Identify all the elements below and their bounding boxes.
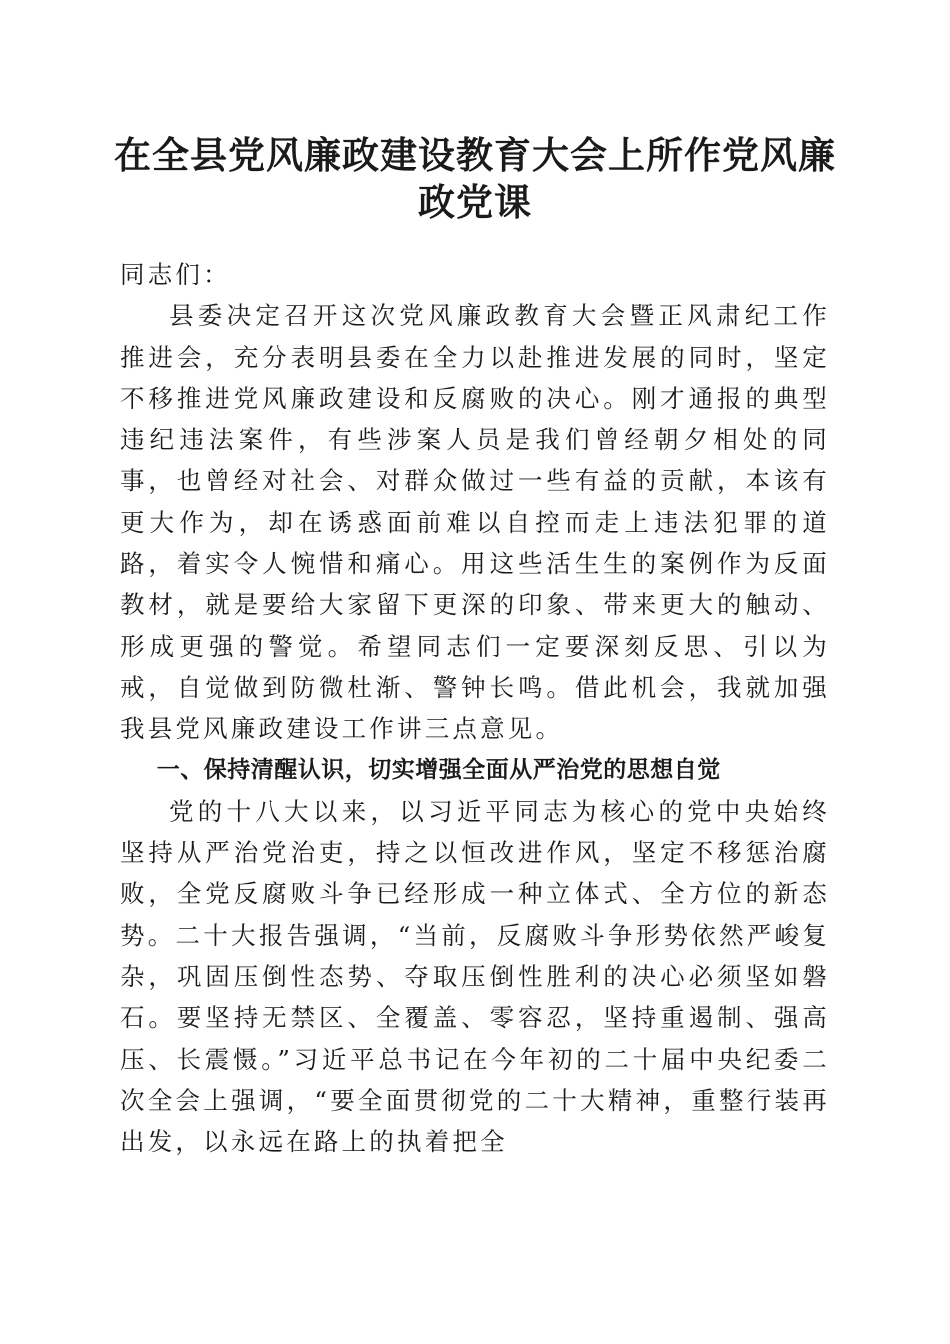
section-paragraph: 党的十八大以来，以习近平同志为核心的党中央始终坚持从严治党治吏，持之以恒改进作风，坚定不移惩治腐败，全党反腐败斗争已经形成一种立体式、全方位的新态势。二十大报告强调，“当前，反腐败斗争形势依然严峻复杂，巩固压倒性态势、夺取压倒性胜利的决心必须坚如磐石。要坚持无禁区、全覆盖、零容忍，坚持重遏制、强高压、长震慑。”习近平总书记在今年初的二十届中央纪委二次全会上强调，“要全面贯彻党的二十大精神，重整行装再出发，以永远在路上的执着把全 (120, 796, 830, 1157)
document-body (120, 254, 830, 1163)
salutation: 同志们： (120, 260, 231, 289)
opening-paragraph: 县委决定召开这次党风廉政教育大会暨正风肃纪工作推进会，充分表明县委在全力以赴推进发展的同时，坚定不移推进党风廉政建设和反腐败的决心。刚才通报的典型违纪违法案件，有些涉案人员是我们曾经朝夕相处的同事，也曾经对社会、对群众做过一些有益的贡献，本该有更大作为，却在诱惑面前难以自控而走上违法犯罪的道路，着实令人惋惜和痛心。用这些活生生的案例作为反面教材，就是要给大家留下更深的印象、带来更大的触动、形成更强的警觉。希望同志们一定要深刻反思、引以为戒，自觉做到防微杜渐、警钟长鸣。借此机会，我就加强我县党风廉政建设工作讲三点意见。 (120, 301, 830, 744)
section-heading: 一、保持清醒认识，切实增强全面从严治党的思想自觉 (156, 756, 721, 783)
document-title: 在全县党风廉政建设教育大会上所作党风廉政党课 (114, 133, 836, 224)
